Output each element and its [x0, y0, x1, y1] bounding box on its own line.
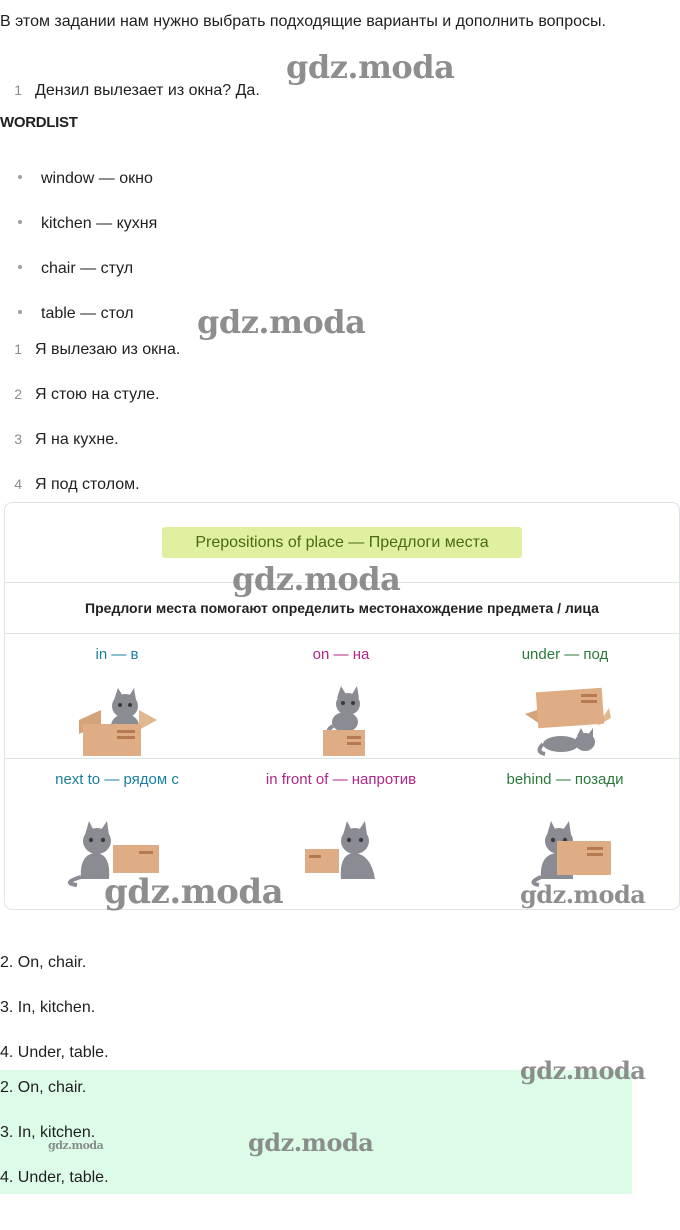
answer-line: 4. Under, table.	[0, 1044, 109, 1061]
highlighted-answer-line: 4. Under, table.	[0, 1169, 109, 1186]
item-number: 3	[14, 431, 22, 447]
card-subtitle: Предлоги места помогают определить местонахождение предмета / лица	[85, 600, 599, 616]
watermark: gdz.moda	[232, 560, 401, 598]
watermark: gdz.moda	[48, 1139, 104, 1152]
watermark: gdz.moda	[104, 872, 284, 912]
numbered-item	[0, 334, 180, 364]
highlighted-answer-line: 3. In, kitchen.	[0, 1124, 96, 1141]
answer-line: 2. On, chair.	[0, 954, 87, 971]
preposition-label: on — на	[312, 646, 370, 663]
preposition-cell	[229, 634, 453, 758]
numbered-item	[0, 379, 160, 409]
wordlist-item-text: kitchen — кухня	[41, 215, 158, 232]
numbered-item	[0, 424, 119, 454]
cat-under-box-icon	[453, 678, 677, 758]
item-text: Я вылезаю из окна.	[35, 341, 181, 358]
question-item	[0, 75, 260, 105]
cat-on-box-icon	[229, 678, 453, 758]
wordlist-item	[0, 254, 133, 284]
preposition-label: under — под	[521, 646, 609, 663]
item-text: Я стою на стуле.	[35, 386, 160, 403]
answer-line: 3. In, kitchen.	[0, 999, 96, 1016]
watermark: gdz.moda	[286, 48, 455, 86]
item-text: Дензил вылезает из окна? Да.	[35, 82, 260, 99]
wordlist-heading: WORDLIST	[0, 114, 78, 131]
watermark: gdz.moda	[520, 880, 646, 909]
bullet-icon	[18, 265, 22, 269]
preposition-label: next to — рядом с	[55, 771, 179, 788]
bullet-icon	[18, 175, 22, 179]
preposition-cell	[453, 634, 677, 758]
numbered-item	[0, 469, 140, 499]
watermark: gdz.moda	[520, 1056, 646, 1085]
preposition-label: in front of — напротив	[265, 771, 417, 788]
wordlist-item-text: window — окно	[41, 170, 153, 187]
item-text: Я под столом.	[35, 476, 140, 493]
preposition-label: behind — позади	[506, 771, 624, 788]
item-number: 2	[14, 386, 22, 402]
bullet-icon	[18, 220, 22, 224]
watermark: gdz.moda	[197, 303, 366, 341]
bullet-icon	[18, 310, 22, 314]
item-text: Я на кухне.	[35, 431, 119, 448]
wordlist-item-text: table — стол	[41, 305, 134, 322]
item-number: 1	[14, 341, 22, 357]
preposition-cell	[5, 634, 229, 758]
preposition-label: in — в	[95, 646, 139, 663]
item-number: 4	[14, 476, 22, 492]
intro-text: В этом задании нам нужно выбрать подходящие варианты и дополнить вопросы.	[0, 13, 606, 30]
wordlist-item-text: chair — стул	[41, 260, 134, 277]
highlighted-answer-line: 2. On, chair.	[0, 1079, 87, 1096]
card-title: Prepositions of place — Предлоги места	[162, 527, 522, 558]
watermark: gdz.moda	[248, 1128, 374, 1157]
item-number: 1	[14, 82, 22, 98]
cat-in-box-icon	[5, 678, 229, 758]
wordlist-item	[0, 299, 134, 329]
wordlist-item	[0, 209, 157, 239]
wordlist-item	[0, 164, 153, 194]
